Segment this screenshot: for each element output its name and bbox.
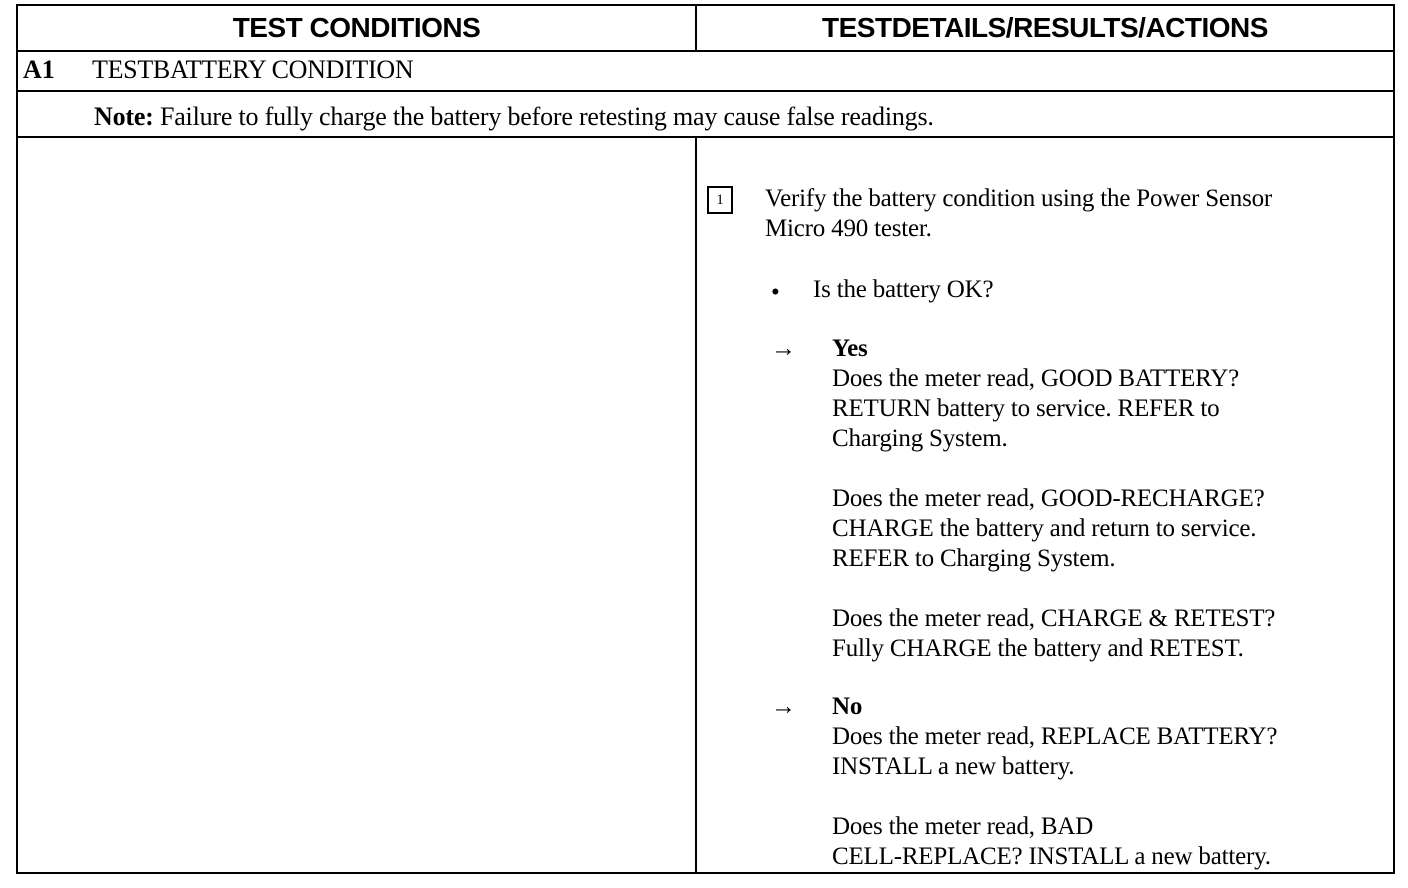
yes-arrow-icon: → <box>771 335 796 362</box>
yes-line: Does the meter read, GOOD BATTERY? <box>832 365 1239 392</box>
note-text: Failure to fully charge the battery before retesting may cause false readings. <box>153 102 934 131</box>
yes-line: CHARGE the battery and return to service. <box>832 515 1257 542</box>
yes-line: Does the meter read, CHARGE & RETEST? <box>832 605 1276 632</box>
body-column-divider <box>695 136 697 872</box>
section-id: A1 <box>23 55 55 84</box>
no-line: CELL-REPLACE? INSTALL a new battery. <box>832 843 1271 870</box>
yes-line: RETURN battery to service. REFER to <box>832 395 1220 422</box>
bullet-icon: • <box>771 279 780 306</box>
no-label: No <box>832 693 863 720</box>
header-test-conditions: TEST CONDITIONS <box>232 12 481 43</box>
yes-line: REFER to Charging System. <box>832 545 1116 572</box>
yes-line: Charging System. <box>832 425 1008 452</box>
section-title: TESTBATTERY CONDITION <box>92 55 414 84</box>
note-divider <box>18 136 1393 138</box>
note-label: Note: <box>94 102 154 131</box>
yes-branch <box>832 334 1275 664</box>
section-divider <box>18 90 1393 92</box>
yes-line: Fully CHARGE the battery and RETEST. <box>832 635 1244 662</box>
step-instruction <box>765 184 1272 244</box>
no-line: Does the meter read, BAD <box>832 813 1094 840</box>
yes-line: Does the meter read, GOOD-RECHARGE? <box>832 485 1265 512</box>
no-line: Does the meter read, REPLACE BATTERY? <box>832 723 1278 750</box>
procedure-table <box>16 4 1395 874</box>
no-branch <box>832 692 1277 872</box>
step-instruction-line: Verify the battery condition using the Power Sensor <box>765 185 1273 212</box>
header-test-details: TESTDETAILS/RESULTS/ACTIONS <box>822 12 1268 43</box>
note <box>94 102 934 132</box>
step-question: Is the battery OK? <box>813 276 994 303</box>
header-divider <box>18 50 1393 52</box>
yes-label: Yes <box>832 335 868 362</box>
step-number-box: 1 <box>707 186 733 214</box>
step-instruction-line: Micro 490 tester. <box>765 215 932 242</box>
no-arrow-icon: → <box>771 693 796 720</box>
no-line: INSTALL a new battery. <box>832 753 1075 780</box>
